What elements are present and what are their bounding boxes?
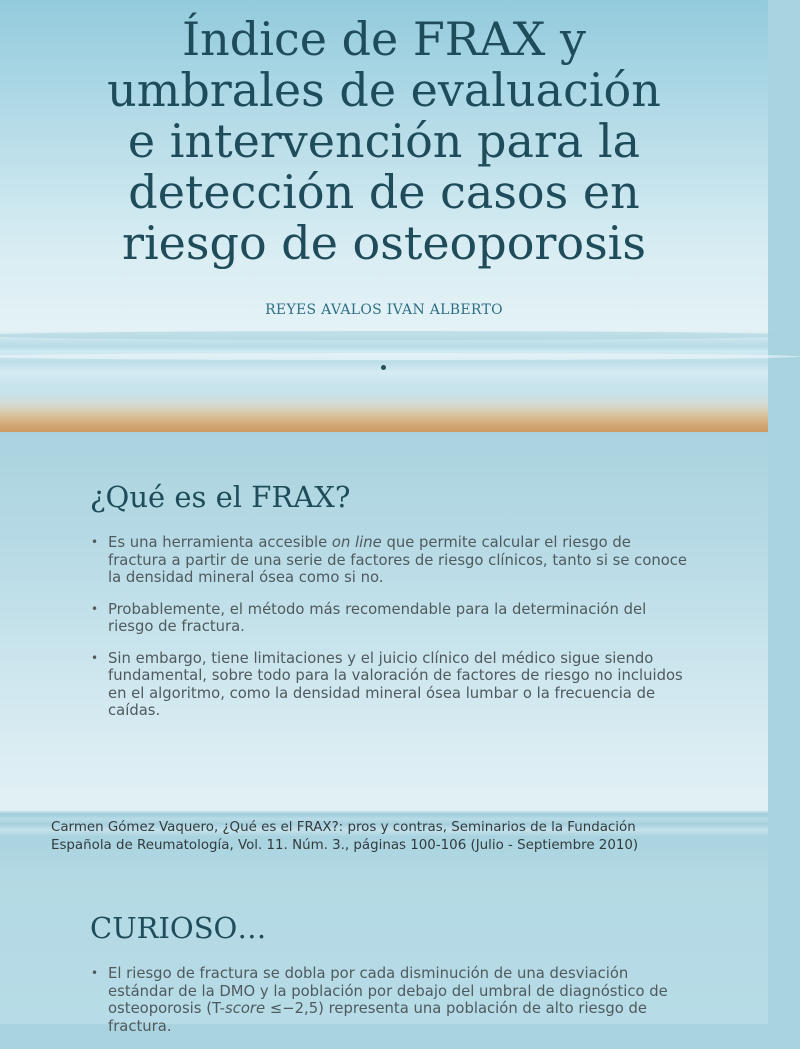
title-slide (0, 0, 768, 432)
curious-fact-slide (0, 867, 768, 1035)
emphasis-text: on line (331, 534, 382, 551)
bullet-text: Probablemente, el método más recomendable para la determinación del riesgo de fractura. (108, 600, 647, 635)
slide-title: Índice de FRAX y umbrales de evaluación e intervención para la detección de casos en riesgo de osteoporosis (107, 12, 661, 270)
bullet-item (90, 965, 690, 1035)
bullet-marker: • (91, 650, 99, 665)
wave-decoration (0, 353, 800, 360)
bullet-item (90, 601, 690, 636)
slide-heading: CURIOSO… (90, 911, 267, 945)
wave-decoration (0, 331, 800, 340)
bullet-list (90, 965, 690, 1049)
bullet-text: Es una herramienta accesible on line que permite calcular el riesgo de fractura a partir de una serie de factores de riesgo clínicos, tanto si se conoce la densidad mineral ósea como si no. (108, 534, 688, 586)
bullet-item (90, 650, 690, 720)
bullet-marker: • (91, 966, 99, 980)
bullet-text: Sin embargo, tiene limitaciones y el juicio clínico del médico sigue siendo fundamental, sobre todo para la valoración de factores de riesgo no incluidos en el algoritmo, como la densidad mineral ósea lumbar o la frecuencia de caídas. (108, 649, 683, 719)
emphasis-text: score (225, 1000, 266, 1017)
bullet-marker: • (91, 535, 99, 549)
bullet-list (90, 534, 690, 734)
citation-text: Carmen Gómez Vaquero, ¿Qué es el FRAX?: pros y contras, Seminarios de la Fundación Española de Reumatología, Vol. 11. Núm. 3., páginas 100-106 (Julio - Septiembre 2010) (51, 820, 639, 853)
slide-heading: ¿Qué es el FRAX? (90, 480, 351, 514)
bullet-text: El riesgo de fractura se dobla por cada disminución de una desviación estándar de la DMO y la población por debajo del umbral de diagnóstico de osteoporosis (T-score ≤−2,5) representa una población de alto riesgo de fractura. (108, 965, 668, 1035)
bullet-dot-decoration (381, 365, 386, 370)
bullet-item (90, 534, 690, 587)
frax-definition-slide (0, 432, 768, 867)
author-name: REYES AVALOS IVAN ALBERTO (265, 302, 503, 318)
bullet-marker: • (91, 601, 99, 616)
